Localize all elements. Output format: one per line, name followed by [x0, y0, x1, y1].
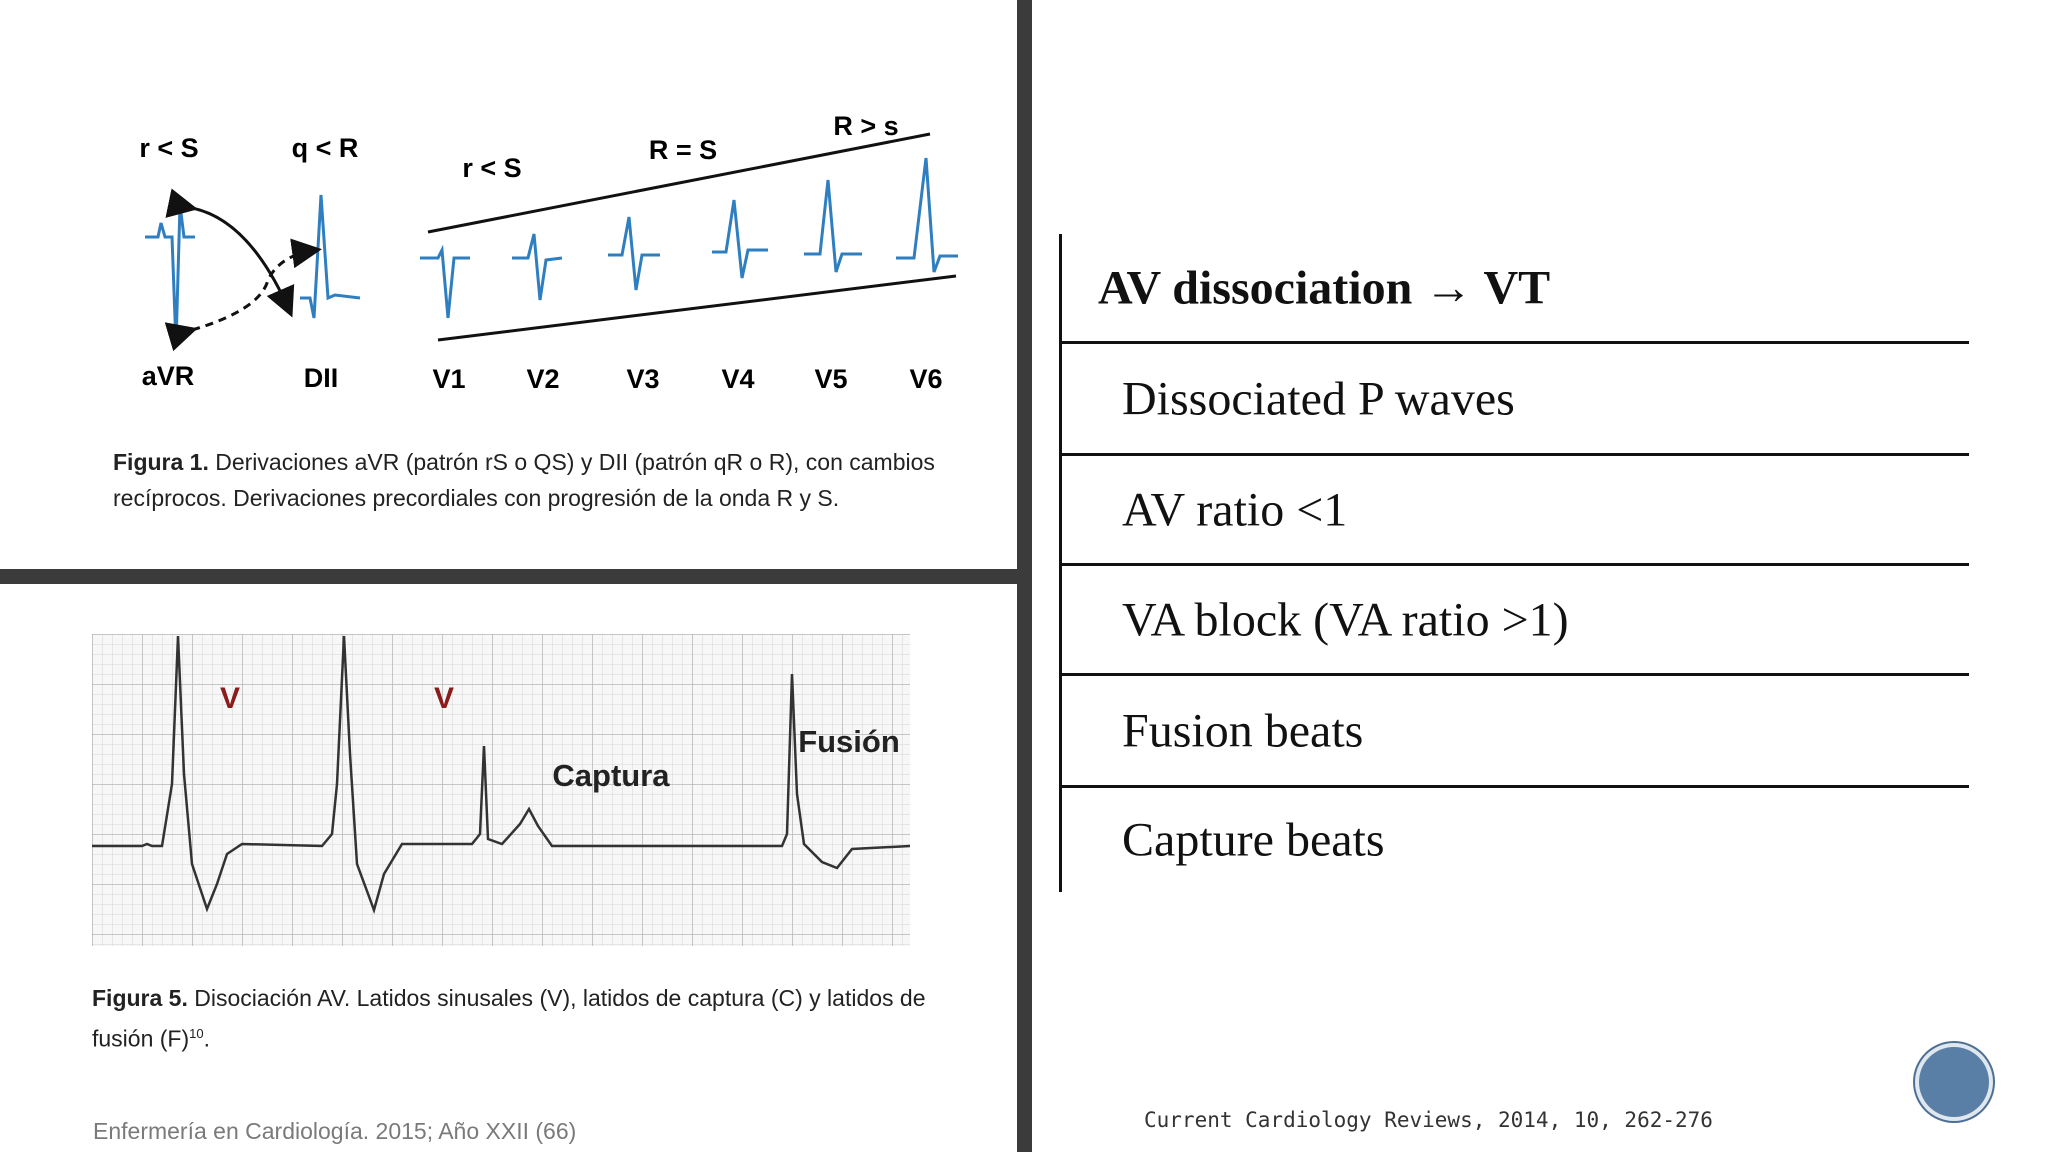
lead-v2: V2 [526, 364, 560, 394]
label-captura: Captura [552, 758, 670, 793]
label-R-eq-S: R = S [648, 135, 718, 165]
table-row [1062, 566, 1969, 676]
figure1-caption-line1: Derivaciones aVR (patrón rS o QS) y DII (patrón qR o R), con cambios [215, 449, 935, 475]
dii-waveform [300, 195, 360, 318]
table-row [1062, 788, 1969, 892]
label-r-lt-S-v1: r < S [462, 153, 522, 183]
row-av-ratio: AV ratio <1 [1122, 483, 1348, 536]
lead-v5: V5 [814, 364, 848, 394]
label-fusion: Fusión [798, 724, 900, 759]
v3-waveform [608, 217, 660, 290]
figure5-caption [92, 980, 1012, 1057]
figure1-caption [113, 444, 1013, 516]
lead-v6: V6 [909, 364, 943, 394]
v2-waveform [512, 234, 562, 300]
lead-dii: DII [303, 363, 339, 393]
row-capture-beats: Capture beats [1122, 813, 1385, 867]
figure1-diagram [120, 100, 1000, 410]
lead-v4: V4 [721, 364, 755, 394]
lead-avr: aVR [141, 361, 195, 391]
table-row [1062, 456, 1969, 566]
label-r-lt-S-avr: r < S [139, 133, 199, 163]
figure1-caption-line2: recíprocos. Derivaciones precordiales con progresión de la onda R y S. [113, 485, 840, 511]
table-row [1062, 676, 1969, 788]
figure5-ecg-strip [92, 634, 910, 946]
figure5-caption-line1: Disociación AV. Latidos sinusales (V), latidos de captura (C) y latidos de [194, 985, 926, 1011]
v6-waveform [896, 158, 958, 272]
source-left: Enfermería en Cardiología. 2015; Año XXII (66) [93, 1118, 577, 1144]
reciprocal-arrow-dashed [192, 250, 316, 330]
label-q-lt-R: q < R [291, 133, 359, 163]
table-header-row [1062, 234, 1969, 344]
figure5-caption-line2: fusión (F) [92, 1025, 190, 1052]
label-v-2: V [433, 682, 455, 715]
source-right: Current Cardiology Reviews, 2014, 10, 262-276 [1144, 1108, 1713, 1132]
figure5-caption-ref: 10 [189, 1026, 204, 1041]
figure1-caption-label: Figura 1. [113, 449, 209, 475]
criteria-table [1059, 234, 1969, 892]
horizontal-divider [0, 569, 1017, 584]
envelope-bottom-line [438, 276, 956, 340]
v1-waveform [420, 250, 470, 318]
row-va-block: VA block (VA ratio >1) [1122, 593, 1569, 646]
table-row [1062, 344, 1969, 456]
avr-waveform [145, 205, 195, 345]
v5-waveform [804, 180, 862, 272]
lead-v3: V3 [626, 364, 660, 394]
row-fusion-beats: Fusion beats [1122, 704, 1364, 757]
table-header: AV dissociation → VT [1098, 261, 1551, 314]
v4-waveform [712, 200, 768, 278]
lead-v1: V1 [432, 364, 466, 394]
figure5-caption-label: Figura 5. [92, 985, 188, 1011]
label-R-gt-s: R > s [833, 111, 899, 141]
vertical-divider [1017, 0, 1032, 1152]
label-v-1: V [219, 682, 241, 715]
reciprocal-arrow-solid [192, 208, 290, 312]
slide-nav-button[interactable] [1919, 1047, 1989, 1117]
figure5-caption-period: . [203, 1025, 210, 1052]
row-dissociated-p-waves: Dissociated P waves [1122, 372, 1515, 425]
